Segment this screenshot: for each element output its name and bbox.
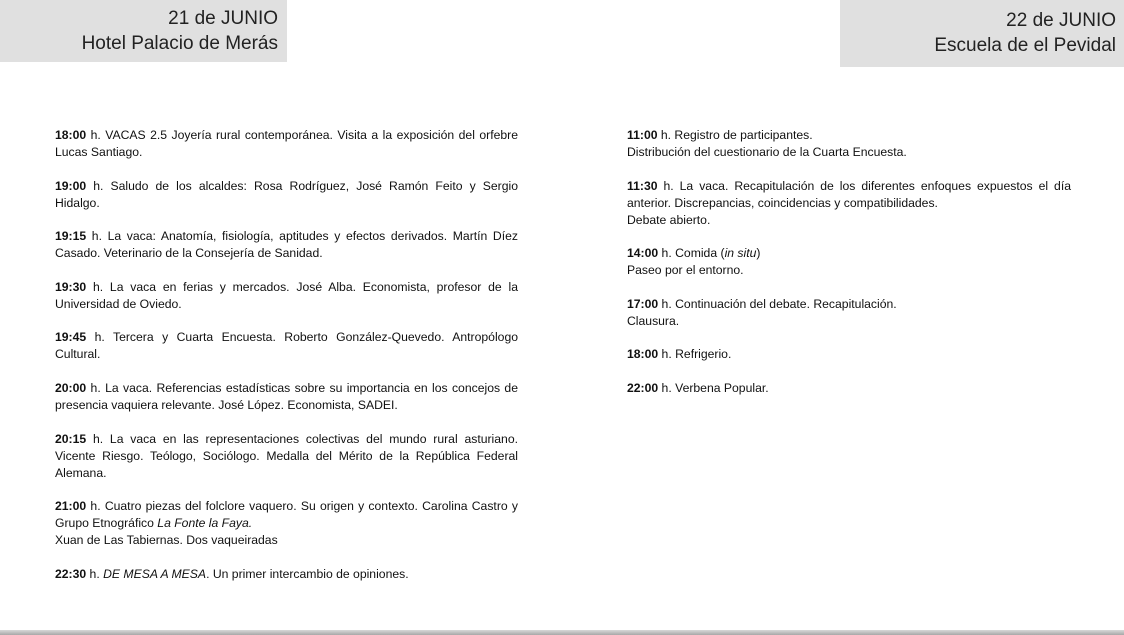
entry-text: h. La vaca: Anatomía, fisiología, aptitudes y efectos derivados. Martín Díez Casado. Veterinario de la Consejería de Sanidad. bbox=[55, 229, 518, 261]
entry-second-line: Distribución del cuestionario de la Cuarta Encuesta. bbox=[627, 145, 907, 159]
entry-time: 19:30 bbox=[55, 279, 87, 294]
day2-venue: Escuela de el Pevidal bbox=[934, 35, 1116, 56]
entry-text: h. bbox=[86, 566, 104, 581]
entry-text-after: . Un primer intercambio de opiniones. bbox=[206, 566, 409, 581]
entry-time: 18:00 bbox=[55, 128, 87, 142]
entry-text: h. Registro de participantes. bbox=[657, 128, 813, 142]
entry-text-after: ) bbox=[756, 246, 761, 261]
day1-venue: Hotel Palacio de Merás bbox=[81, 33, 278, 54]
schedule-entry bbox=[55, 329, 518, 363]
entry-second-line: Debate abierto. bbox=[627, 212, 711, 227]
schedule-entry bbox=[627, 245, 1071, 279]
schedule-entry bbox=[627, 296, 1071, 330]
entry-second-line: Clausura. bbox=[627, 313, 680, 328]
entry-text: h. La vaca. Recapitulación de los diferentes enfoques expuestos el día anterior. Discrepancias, coincidencias y compatibilidades. bbox=[627, 178, 1071, 210]
schedule-entry bbox=[55, 431, 518, 482]
entry-text: h. Continuación del debate. Recapitulación. bbox=[658, 296, 897, 311]
entry-time: 19:00 bbox=[55, 178, 87, 193]
entry-time: 19:15 bbox=[55, 229, 87, 244]
schedule-entry bbox=[55, 279, 518, 313]
schedule-entry bbox=[55, 127, 518, 161]
entry-time: 14:00 bbox=[627, 246, 659, 261]
day2-header bbox=[840, 0, 1124, 67]
schedule-entry bbox=[627, 346, 1071, 363]
entry-time: 18:00 bbox=[627, 347, 659, 362]
entry-text: h. VACAS 2.5 Joyería rural contemporánea. Visita a la exposición del orfebre Lucas Santiago. bbox=[55, 128, 518, 159]
entry-text: h. La vaca. Referencias estadísticas sobre su importancia en los concejos de presencia vaquiera relevante. José López. Economista, SADEI. bbox=[55, 380, 518, 412]
day1-date: 21 de JUNIO bbox=[168, 8, 278, 29]
day1-header bbox=[0, 0, 287, 62]
entry-text: h. Verbena Popular. bbox=[658, 380, 769, 395]
day1-schedule bbox=[55, 127, 518, 599]
entry-time: 22:00 bbox=[627, 380, 659, 395]
entry-time: 22:30 bbox=[55, 566, 87, 581]
entry-second-line: Paseo por el entorno. bbox=[627, 263, 744, 278]
entry-time: 20:00 bbox=[55, 380, 87, 395]
bottom-divider bbox=[0, 630, 1124, 635]
entry-text: h. Tercera y Cuarta Encuesta. Roberto González-Quevedo. Antropólogo Cultural. bbox=[55, 330, 518, 362]
entry-time: 11:00 bbox=[627, 128, 658, 142]
entry-time: 20:15 bbox=[55, 431, 87, 446]
schedule-entry bbox=[627, 380, 1071, 397]
entry-text: h. Refrigerio. bbox=[658, 347, 732, 362]
schedule-entry bbox=[55, 498, 518, 549]
entry-italic-text: in situ bbox=[724, 246, 757, 261]
schedule-entry bbox=[627, 178, 1071, 229]
entry-text: h. Saludo de los alcaldes: Rosa Rodríguez, José Ramón Feito y Sergio Hidalgo. bbox=[55, 178, 518, 210]
entry-time: 19:45 bbox=[55, 330, 87, 345]
schedule-entry bbox=[55, 566, 518, 583]
day2-date: 22 de JUNIO bbox=[1006, 10, 1116, 31]
entry-text: h. La vaca en ferias y mercados. José Alba. Economista, profesor de la Universidad de Oviedo. bbox=[55, 279, 518, 311]
entry-text: h. La vaca en las representaciones colectivas del mundo rural asturiano. Vicente Riesgo. Teólogo, Sociólogo. Medalla del Mérito de la República Federal Alemana. bbox=[55, 431, 518, 480]
schedule-entry bbox=[55, 178, 518, 212]
day2-schedule bbox=[627, 127, 1071, 414]
entry-italic-text: DE MESA A MESA bbox=[103, 566, 207, 581]
entry-time: 21:00 bbox=[55, 499, 87, 514]
schedule-entry bbox=[55, 380, 518, 414]
entry-time: 11:30 bbox=[627, 178, 658, 193]
entry-text: h. Comida ( bbox=[658, 246, 725, 261]
entry-second-line: Xuan de Las Tabiernas. Dos vaqueiradas bbox=[55, 533, 278, 548]
schedule-entry bbox=[55, 228, 518, 262]
entry-time: 17:00 bbox=[627, 296, 659, 311]
schedule-entry bbox=[627, 127, 1071, 161]
entry-italic-text: La Fonte la Faya. bbox=[157, 516, 253, 531]
entry-text: h. Cuatro piezas del folclore vaquero. Su origen y contexto. Carolina Castro y Grupo Etnográfico bbox=[55, 499, 518, 531]
